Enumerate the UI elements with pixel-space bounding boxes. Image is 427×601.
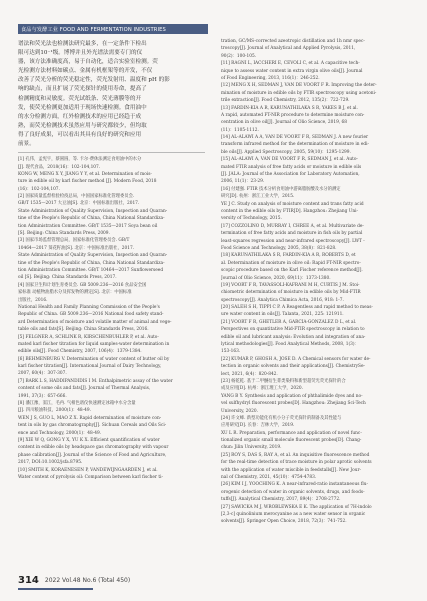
reference-line: 应用研究[D]. 长春：吉林大学，2019. <box>221 423 295 429</box>
issue-info: 2022 Vol.48 No.6 (Total 450) <box>44 577 131 584</box>
reference-line: State Administration of Quality Supervision, Inspection and Quaran- <box>18 208 168 214</box>
reference-line: [16] 付建强. FTIR 技术分析食用油中游离脂肪酸及水分的测定 <box>221 186 341 192</box>
reference-line: [18] KARUNATHILAKA S R, FARDIN-KIA A R, ROBERTS D, et <box>221 253 356 259</box>
reference-line: YE J C. Study on analysis of moisture content and trans fatty acid <box>221 201 364 207</box>
reference-line: tine of the People's Republic of China, China National Standardiza- <box>18 260 165 266</box>
reference-line: tent in oils by gas chromatography[J]. Sichuan Cereals and Oils Sci- <box>18 423 167 429</box>
body-text-line: 谱法和荧光法也检测法研究最多，在一定条件下检出 <box>18 41 147 47</box>
reference-line: content in edible oils by headspace gas chromatography with vapour <box>18 445 169 451</box>
reference-line: [6] BEHMENBURG V. Determination of water content of butter oil by <box>18 356 170 362</box>
journal-title: 食品与发酵工业 FOOD AND FERMENTATION INDUSTRIES <box>21 26 166 33</box>
body-text-line: 的水分检测方面，红外检测技术的应用已经趋于成 <box>18 113 142 120</box>
reference-line: YANG B Y. Synthesis and application of phthalimide dyes and no- <box>221 393 363 399</box>
reference-line: 153-163. <box>221 349 241 355</box>
reference-line: [13] FARDIN-KIA A R, KARUNATHILAKA S R, YAKES B J, et al. <box>221 105 358 111</box>
reference-line: ble oils[J]. Applied Spectroscopy, 2005, 59(10)：1295-1299. <box>221 149 351 155</box>
reference-line: 1991, 37(3)：657-666. <box>18 393 67 399</box>
body-text-line: 响的缺点，而且扩展了荧光探针的使用寿命，提高了 <box>18 86 147 93</box>
reference-line: ence and Technology, 2000(1)：48-49. <box>18 430 102 436</box>
reference-line: tine of the People's Republic of China, China National Standardiza- <box>18 216 165 222</box>
reference-line: 2007, 60(4)：307-307. <box>18 371 67 377</box>
reference-line: least-squares regression and near-infrared spectroscopy[J]. LWT - <box>221 238 365 244</box>
reference-line: ture in edible oil by karl fischer method [J]. Modern Food, 2018 <box>18 179 157 185</box>
reference-line: National Health and Family Planning Commission of the People's <box>18 304 160 310</box>
body-text-line: 前景。 <box>18 141 35 148</box>
left-column <box>18 40 205 481</box>
reference-line: nal of Chemistry, 2021, 45(10)：4754-4783. <box>221 475 317 481</box>
reference-line: edible oils[J]. Food Chemistry, 2007, 106(4)：1379-1384. <box>18 349 142 355</box>
reference-line: Republic of China. GB 5009.236—2016 National food safety stand- <box>18 312 164 318</box>
body-text-line: 熟，而荧光检测技术虽然应用与研究都较少，但均取 <box>18 122 147 129</box>
reference-line: Perspectives on quantitative Mid-FTIR spectroscopy in relation to <box>221 327 365 333</box>
reference-line: A rapid, automated FT-NIR procedure to determine moisture con- <box>221 112 365 118</box>
body-text-line: 改善了荧光分析的荧光稳定性，荧光发射用、温度和 pH 的影 <box>18 77 170 84</box>
reference-line: phase calibration[J]. Journal of the Science of Food and Agriculture, <box>18 452 167 458</box>
reference-line: troscopy[J]. Journal of Analytical and Applied Pyrolysis, 2011, <box>221 46 356 52</box>
right-column <box>221 38 408 526</box>
reference-line: [2] 国家质量监督检验检疫总局，中国国家标准化管理委员会. <box>18 194 135 200</box>
reference-line: [27] SAWICKA M J, WRÓBLEWSKA E K. The application of 7H-indolo <box>221 504 372 510</box>
reference-line: transform infrared method for the determination of moisture in edi- <box>221 142 369 148</box>
reference-line: scopic procedure based on the Karl Fischer reference method[J]. <box>221 268 363 274</box>
reference-line: chun: Jilin University, 2019. <box>221 445 282 451</box>
reference-line: [7] BARK L S, HADDIPANDIDIS I M. Enthalpimetric assay of the water <box>18 378 173 384</box>
page-number: 314 <box>18 575 39 586</box>
reference-line: (11)：1105-1112. <box>221 127 259 133</box>
reference-line: lytical methodologies[J]. Food Analytical Methods, 2008, 1(3)： <box>221 342 359 348</box>
reference-line: (16)：102-104,107. <box>18 186 60 192</box>
page-footer <box>18 575 130 586</box>
reference-line: [3] 国家市场监督管理总局，国家标准化管理委员会. GB/T <box>18 238 130 244</box>
reference-line: [J]. 四川粮油科技，2000(1)：48-49. <box>18 408 91 414</box>
reference-line: Water content of pyrolysis oil: Comparison between karl fischer ti- <box>18 474 163 480</box>
reference-line: 成及应用[D]. 杭州：浙江理工大学，2020. <box>221 386 303 392</box>
reference-line: termination of free fatty acids and moisture in fish oils by partial <box>221 231 363 237</box>
reference-line: mination of moisture in edible oils by FTIR spectroscopy using acetoni- <box>221 90 377 96</box>
reference-line: [10] SMITH K, KORAENESEN P, VANDEWIJNGAARDEN J, et al. <box>18 467 158 473</box>
footer-rule <box>18 588 93 590</box>
reference-line: spectroscopy[J]. Analytica Chimica Acta, 2016, 918: 1-7. <box>221 297 344 303</box>
reference-line: State Administration of Quality Supervision, Inspection and Quaran- <box>18 253 168 259</box>
reference-line: [26] KIM I J, YOOCHING K. A near-infrared-ratio instantaneous flu- <box>221 482 368 488</box>
reference-line: [14] AL-ALAWI A A, VAN DE VOORT F R, SEDMAN J. A new fourier <box>221 135 369 141</box>
reference-line: GB/T 1535—2017 大豆油[S]. 北京：中国标准出版社，2017. <box>18 201 140 207</box>
body-text-line: 光检测方法材料如碳点、金属有机框架等的开发，不仅 <box>18 68 153 75</box>
reference-list-right <box>221 38 408 526</box>
reference-line: centration in olive oil[J]. Journal of Olio Science, 2019, 68 <box>221 120 348 126</box>
reference-line: [5] FELGNER A, SCHLINK R, KIRSCHENBÜHLER P, et al. Auto- <box>18 334 159 340</box>
reference-line: ard Determination of moisture and volatile matter of animal and vege- <box>18 319 172 325</box>
reference-line: tion Administration Committee. GB/T 10464—2017 Sunflowerseed <box>18 267 164 273</box>
reference-line: [11] RAGNI L, IACCHERI E, CEVOLI C, et al. A capacitive tech- <box>221 61 360 67</box>
reference-line: [12] MENG X H, SEDMAN J, VAN DE VOORT F R. Improving the deter- <box>221 83 377 89</box>
reference-line: Journal of Olio Science, 2020, 69(11)：1373-1380. <box>221 275 331 281</box>
reference-line: nique to assess water content in extra virgin olive oils[J]. Journal <box>221 68 363 74</box>
reference-line: orogenic detection of water in organic solvents, drugs, and foods- <box>221 489 365 495</box>
reference-line: 2017, DOI:10.1002/jsfa.8795. <box>18 460 83 466</box>
reference-line: ure water content in oils[J]. Talanta, 2021, 225: 121911. <box>221 312 344 318</box>
reference-line: [8] 潘江豫，窦江，毛冉. 气相色谱仪快速测定冰箱中水分含量 <box>18 401 136 407</box>
reference-line: mated karl fischer titration for liquid samples-water determination in <box>18 341 170 347</box>
reference-line: [17] COZZOLINO D, MURRAY I, CHREE A, et al. Multivariate de- <box>221 223 364 229</box>
reference-line: table oils and fats[S]. Beijing: China Standards Press, 2016. <box>18 327 149 333</box>
reference-line: content in the edible oils by FTIR[D]. Hangzhou: Zhejiang Uni- <box>221 208 358 214</box>
reference-line: [25] ROY S, DAS S, RAY A, et al. An inquisitive fluorescence method <box>221 452 370 458</box>
reference-line: 2006, 11(1)：23-29. <box>221 179 265 185</box>
reference-line: for the real-time detection of trace moisture in polar aprotic solvents <box>221 460 372 466</box>
reference-line: tration, GC/MS-corrected azeotropic distillation and 1h nmr spec- <box>221 39 365 44</box>
body-text <box>18 40 205 149</box>
reference-list-left <box>18 156 205 481</box>
reference-line: [J]. 现代食品，2018(16)：102-104,107. <box>18 164 101 170</box>
reference-line: edible oil and lubricant analysis: Evolution and integration of ana- <box>221 334 366 340</box>
reference-line: [20] SALEH S H, TIPPI C P. A Reagentless and rapid method to meas- <box>221 305 373 311</box>
reference-line: [J]. JALA: Journal of the Association for Laboratory Automation, <box>221 172 360 178</box>
reference-line: solvents[J]. Springer Open Choice, 2018, 72(3)：741-752. <box>221 519 347 525</box>
body-text-line: 得了良好成果，可以看出其具有良好的研究和应用 <box>18 131 142 138</box>
reference-line: 10464—2017 葵花籽油[S]. 北京：中国标准出版社，2017. <box>18 245 135 251</box>
body-text-line: 检测精度和灵敏度。荧光试纸条、荧光薄膜等的开 <box>18 95 142 102</box>
reference-line: [1] 孔伟，孟宪宇，蔡圆圆，等. 卡尔·费休法测定食用油中的水分 <box>18 157 142 163</box>
reference-line: tionalized organic small molecule fluorescent probes[D]. Chang- <box>221 438 362 444</box>
reference-line: University, 2020. <box>221 408 258 414</box>
reference-line: 研究[D]. 杭州：浙江工业大学，2015. <box>221 194 295 200</box>
reference-line: [22] KUMAR P, GHOSH A, JOSE D. A Chemical sensors for water de- <box>221 356 371 362</box>
reference-line: Food Science and Technology, 2005, 38(8)：821-828. <box>221 245 337 251</box>
reference-line: 90(2)：100-105. <box>221 53 257 59</box>
reference-line: WEN J S, GUO L, MAO Z X. Rapid determination of moisture con- <box>18 415 162 421</box>
reference-line: [S]. Beijing: China Standards Press, 2009. <box>18 231 110 237</box>
reference-line: oil [S]. Beijing: China Standards Press, 2017. <box>18 275 117 281</box>
reference-line: 家标准 动植物油脂水分及挥发物的测定[S]. 北京：中国标准 <box>18 290 132 296</box>
references-divider <box>18 152 205 153</box>
reference-line: [24] 许文峰. 新型功能化有机小分子荧光探针的制备及其性能与 <box>221 415 342 421</box>
reference-line: of Food Engineering, 2013, 116(1)：246-252. <box>221 75 320 81</box>
reference-line: al. Determination of moisture in olive oil: Rapid FT-NIR spectro- <box>221 260 361 266</box>
reference-line: [2,3-c] quinolinium merocyanine as a new water sensor in organic <box>221 512 366 517</box>
journal-header-bar <box>18 24 208 34</box>
reference-line: vel sulfhydryl fluorescent probes[D]. Hangzhou: Zhejiang Sci-Tech <box>221 401 366 407</box>
reference-line: [23] 杨乾乾. 基于二甲醚衍生菁类染料和新型超荧光荧光探针的合 <box>221 378 346 384</box>
reference-line: KONG W, MENG X Y, JIANG Y Y, et al. Determination of mois- <box>18 171 152 177</box>
reference-line: lect, 2021, 6(4)：820-842. <box>221 371 278 377</box>
reference-line: chiometric determination of moisture in edible oils by Mid-FTIR <box>221 290 361 296</box>
reference-line: [9] XIE W Q, GONG Y X, YU K X. Efficient quantification of water <box>18 437 160 443</box>
reference-line: [4] 国家卫生和计划生育委员会. GB 5009.236—2016 食品安全国 <box>18 282 147 288</box>
reference-line: karl fischer titration[J]. International Journal of Dairy Technology, <box>18 364 162 370</box>
body-text-line: 器，该方法准确度高，易于自动化，适合实验室检测。荧 <box>18 59 158 66</box>
reference-line: [21] VOORT F R, GHETLER A, GARCIA-GONZALEZ D L, et al. <box>221 319 357 325</box>
body-text-line: 限可达到10⁻¹级。博博并且外光谱法需要专门的仪 <box>18 50 143 57</box>
reference-line: [15] AL-ALAWI A, VAN DE VOORT F R, SEDMAN J, et al. Auto- <box>221 157 358 163</box>
body-text-line: 发，使荧光检测更加适用于现场快速检测。食用油中 <box>18 104 147 111</box>
reference-line: tuffs[J]. Analytical Chemistry, 2017, 89(4)：2708-2772. <box>221 497 341 503</box>
reference-line: versity of Technology, 2015. <box>221 216 282 222</box>
reference-line: 出版社，2016. <box>18 297 48 303</box>
reference-line: with the application of water miscible in feedstalls[J]. New Jour- <box>221 467 361 473</box>
reference-line: tion Administration Committee. GB/T 1535—2017 Soya bean oil <box>18 223 158 229</box>
reference-line: tection in organic solvents and their applications[J]. ChemistrySe- <box>221 364 365 370</box>
reference-line: [19] VOORT F R, TAVASSOLI-KAFRANI M H, CURTIS J M. Stoi- <box>221 282 360 288</box>
reference-line: XU L R. Preparation, performance and application of novel func- <box>221 430 362 436</box>
reference-line: trile extraction[J]. Food Chemistry, 2012, 135(2)：722-729. <box>221 98 350 104</box>
reference-line: content of some oils and fats[J]. Journal of Thermal Analysis, <box>18 386 151 392</box>
reference-line: mated FTIR analysis of free fatty acids or moisture in edible oils <box>221 164 362 170</box>
